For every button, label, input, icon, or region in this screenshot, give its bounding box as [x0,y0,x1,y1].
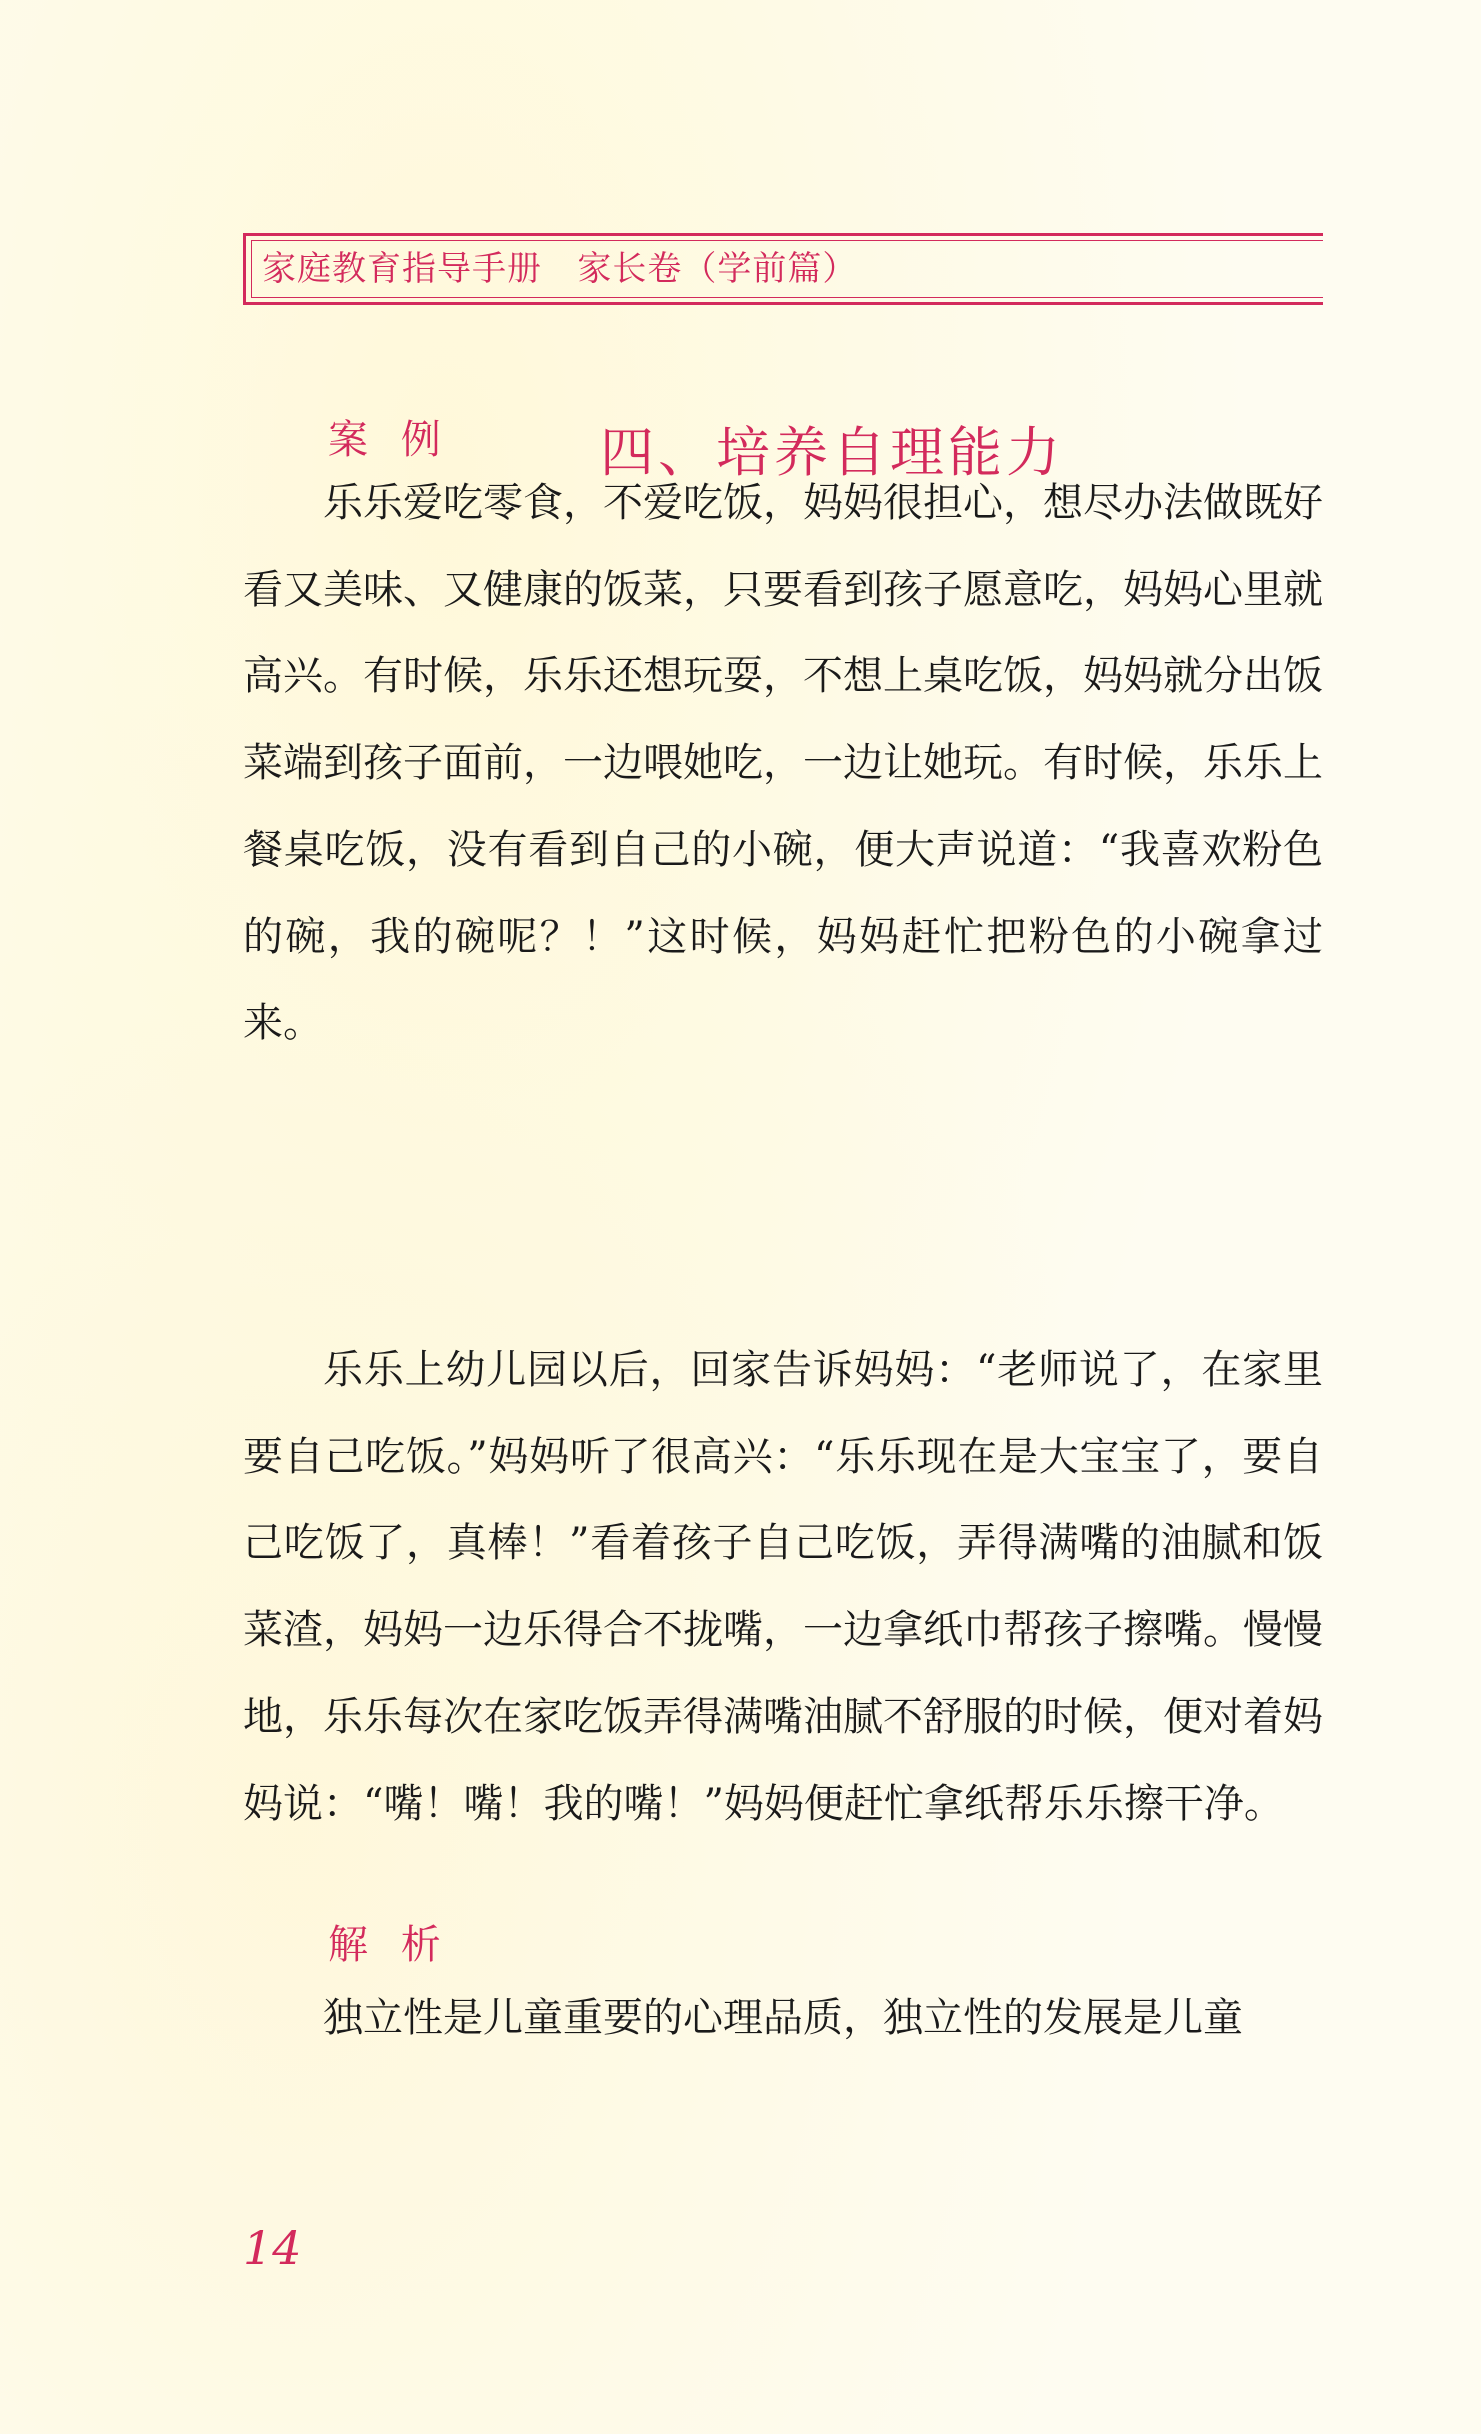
analysis-section-label: 解 析 [328,1922,451,1968]
case-paragraph-1: 乐乐爱吃零食，不爱吃饭，妈妈很担心，想尽办法做既好看又美味、又健康的饭菜，只要看到孩子愿意吃，妈妈心里就高兴。有时候，乐乐还想玩耍，不想上桌吃饭，妈妈就分出饭菜端到孩子面前，一边喂她吃，一边让她玩。有时候，乐乐上餐桌吃饭，没有看到自己的小碗，便大声说道：“我喜欢粉色的碗，我的碗呢？！”这时候，妈妈赶忙把粉色的小碗拿过来。 [243,480,1323,1047]
case-paragraph-2: 乐乐上幼儿园以后，回家告诉妈妈：“老师说了，在家里要自己吃饭。”妈妈听了很高兴：“乐乐现在是大宝宝了，要自己吃饭了，真棒！”看着孩子自己吃饭，弄得满嘴的油腻和饭菜渣，妈妈一边乐得合不拢嘴，一边拿纸巾帮孩子擦嘴。慢慢地，乐乐每次在家吃饭弄得满嘴油腻不舒服的时候，便对着妈妈说：“嘴！嘴！我的嘴！”妈妈便赶忙拿纸帮乐乐擦干净。 [243,1347,1323,1827]
page-number: 14 [243,2221,302,2275]
case-section-label: 案 例 [328,417,451,463]
analysis-paragraph-1: 独立性是儿童重要的心理品质，独立性的发展是儿童 [323,1995,1243,2041]
book-title: 家庭教育指导手册 家长卷（学前篇） [262,249,858,289]
running-header [243,233,1323,305]
chapter-title: 四、培养自理能力 [600,421,1064,484]
